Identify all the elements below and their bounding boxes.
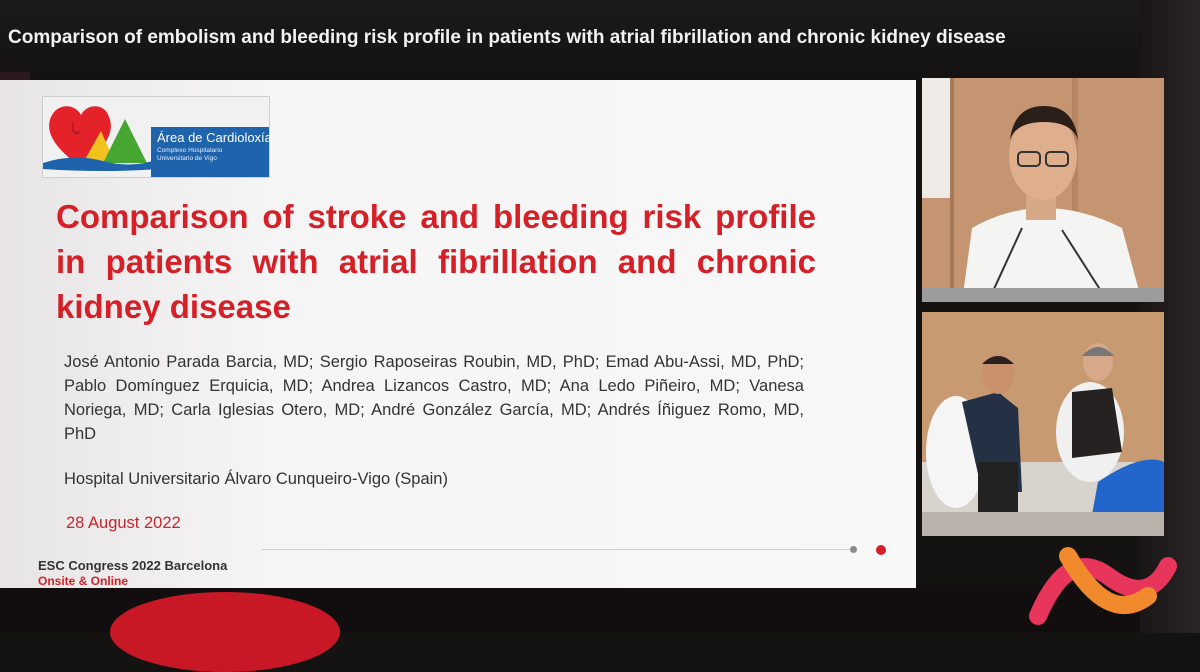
presentation-date: 28 August 2022 bbox=[66, 514, 181, 532]
logo-subtitle-line-1: Complexo Hospitalario bbox=[157, 147, 223, 154]
heart-mountains-icon bbox=[43, 97, 158, 177]
speaker-video bbox=[922, 78, 1164, 302]
cardiology-logo bbox=[42, 96, 270, 178]
session-title: Comparison of embolism and bleeding risk profile in patients with atrial fibrillation and chronic kidney disease bbox=[8, 27, 1006, 48]
logo-subtitle bbox=[157, 147, 267, 163]
logo-title: Área de Cardioloxía bbox=[157, 130, 272, 145]
logo-band bbox=[151, 127, 272, 177]
panel-video bbox=[922, 312, 1164, 536]
author-list: José Antonio Parada Barcia, MD; Sergio Raposeiras Roubin, MD, PhD; Emad Abu-Assi, MD, PhD; Pablo Domínguez Erquicia, MD; Andrea Lizancos Castro, MD; Ana Ledo Piñeiro, MD; Vanesa Noriega, MD; Carla Iglesias Otero, MD; André González García, MD; Andrés Íñiguez Romo, MD, PhD bbox=[64, 353, 804, 443]
background-red-shape bbox=[110, 592, 340, 672]
logo-subtitle-line-2: Universitario de Vigo bbox=[157, 155, 217, 162]
presentation-slide bbox=[0, 80, 916, 588]
progress-dot-active bbox=[876, 545, 886, 555]
session-title-bar bbox=[0, 0, 1200, 72]
slide-title: Comparison of stroke and bleeding risk profile in patients with atrial fibrillation and chronic kidney disease bbox=[56, 198, 816, 325]
congress-name: ESC Congress 2022 Barcelona bbox=[38, 558, 228, 573]
progress-dot bbox=[850, 546, 857, 553]
congress-mode: Onsite & Online bbox=[38, 574, 129, 588]
panel-video-frame bbox=[922, 312, 1164, 536]
speaker-video-frame bbox=[922, 78, 1164, 302]
esc-knot-decoration-icon bbox=[1028, 536, 1178, 633]
affiliation: Hospital Universitario Álvaro Cunqueiro-Vigo (Spain) bbox=[64, 470, 448, 488]
slide-progress-line bbox=[262, 549, 852, 550]
